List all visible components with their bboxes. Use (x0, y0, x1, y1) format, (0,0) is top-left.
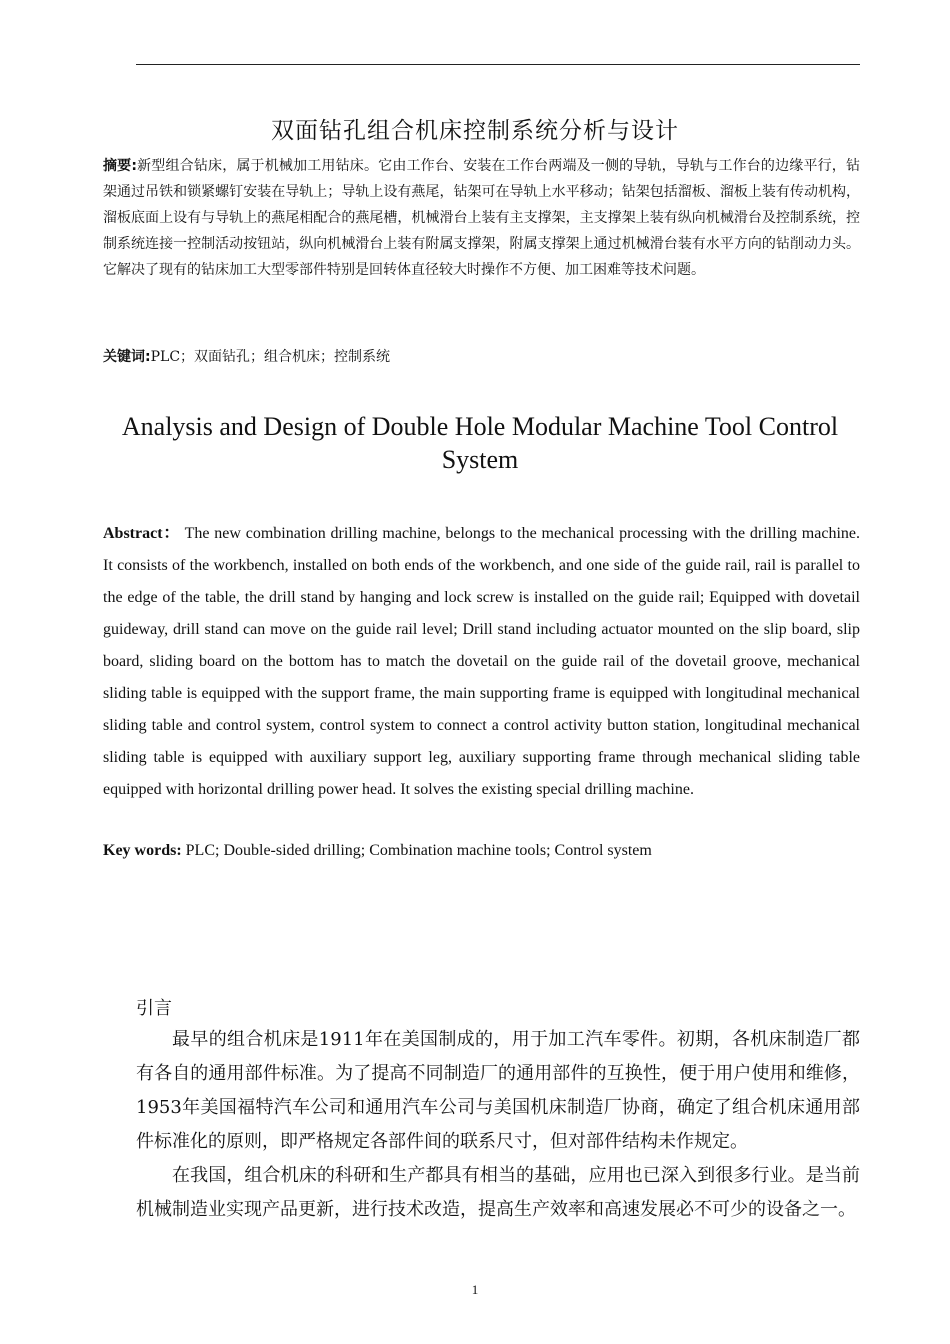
english-title: Analysis and Design of Double Hole Modular Machine Tool Control System (121, 412, 839, 474)
header-rule (136, 64, 860, 65)
english-keywords (103, 837, 860, 865)
intro-heading: 引言 (136, 998, 172, 1019)
chinese-abstract-text: 新型组合钻床，属于机械加工用钻床。它由工作台、安装在工作台两端及一侧的导轨，导轨与工作台的边缘平行，钻架通过吊铁和锁紧螺钉安装在导轨上；导轨上设有燕尾，钻架可在导轨上水平移动；钻架包括溜板、溜板上装有传动机构，溜板底面上设有与导轨上的燕尾相配合的燕尾槽，机械滑台上装有主支撑架，主支撑架上装有纵向机械滑台及控制系统，控制系统连接一控制活动按钮站，纵向机械滑台上装有附属支撑架，附属支撑架上通过机械滑台装有水平方向的钻削动力头。它解决了现有的钻床加工大型零部件特别是回转体直径较大时操作不方便、加工困难等技术问题。 (103, 158, 860, 278)
english-keywords-text: PLC; Double-sided drilling; Combination machine tools; Control system (185, 842, 652, 859)
chinese-keywords-text: PLC；双面钻孔；组合机床；控制系统 (150, 349, 391, 365)
chinese-keywords-label: 关键词: (103, 349, 151, 365)
intro-paragraph: 最早的组合机床是1911年在美国制成的，用于加工汽车零件。初期，各机床制造厂都有各自的通用部件标准。为了提高不同制造厂的通用部件的互换性，便于用户使用和维修，1953年美国福特汽车公司和通用汽车公司与美国机床制造厂协商，确定了组合机床通用部件标准化的原则，即严格规定各部件间的联系尺寸，但对部件结构未作规定。 (136, 1029, 860, 1152)
english-keywords-label: Key words: (103, 842, 182, 859)
page-number: 1 (471, 1282, 479, 1297)
english-abstract (103, 518, 860, 806)
chinese-abstract (103, 153, 860, 283)
chinese-abstract-label: 摘要: (103, 158, 137, 174)
english-abstract-text: The new combination drilling machine, belongs to the mechanical processing with the drilling machine. It consists of the workbench, installed on both ends of the workbench, and one side of the guide rail, rail is parallel to the edge of the table, the drill stand by hanging and lock screw is installed on the guide rail; Equipped with dovetail guideway, drill stand can move on the guide rail level; Drill stand including actuator mounted on the slip board, slip board, sliding board on the bottom has to match the dovetail on the guide rail of the dovetail groove, mechanical sliding table is equipped with the support frame, the main supporting frame is equipped with longitudinal mechanical sliding table and control system, control system to connect a control activity button station, longitudinal mechanical sliding table is equipped with auxiliary support leg, auxiliary supporting frame through mechanical sliding table equipped with horizontal drilling power head. It solves the existing special drilling machine. (103, 525, 861, 798)
chinese-title: 双面钻孔组合机床控制系统分析与设计 (271, 118, 679, 144)
intro-paragraph: 在我国，组合机床的科研和生产都具有相当的基础，应用也已深入到很多行业。是当前机械制造业实现产品更新，进行技术改造，提高生产效率和高速发展必不可少的设备之一。 (136, 1165, 860, 1220)
intro-body (136, 1023, 860, 1227)
english-abstract-label: Abstract： (103, 525, 181, 542)
chinese-keywords (103, 344, 860, 370)
